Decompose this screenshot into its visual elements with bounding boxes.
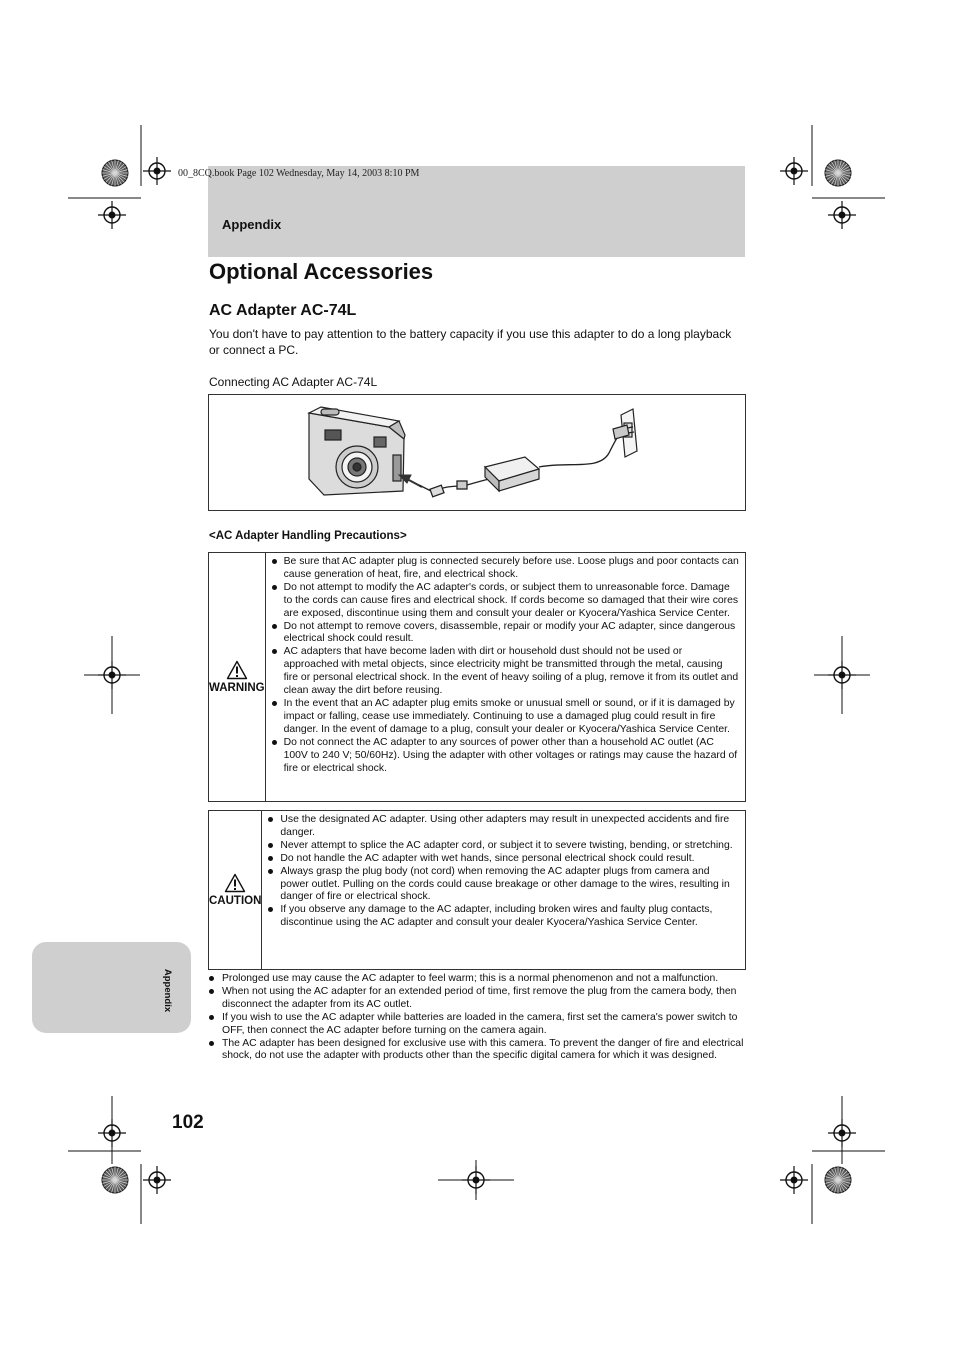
- list-item: Never attempt to splice the AC adapter cord, or subject it to severe twisting, bending, or stretching.: [262, 840, 739, 853]
- page-title: Optional Accessories: [209, 259, 434, 284]
- list-item: When not using the AC adapter for an extended period of time, first remove the plug from the camera body, then disconnect the adapter from its AC outlet.: [208, 986, 748, 1012]
- list-item: Do not handle the AC adapter with wet hands, since personal electrical shock could result.: [262, 853, 739, 866]
- list-item: If you observe any damage to the AC adapter, including broken wires and faulty plug contacts, discontinue using the AC adapter and consult your dealer Kyocera/Yashica Service Center.: [262, 904, 739, 930]
- registration-mark-icon: [98, 1119, 126, 1147]
- list-item: Prolonged use may cause the AC adapter to feel warm; this is a normal phenomenon and not a malfunction.: [208, 973, 748, 986]
- registration-mark-icon: [143, 1166, 171, 1194]
- list-item: Do not attempt to modify the AC adapter's cords, or subject them to unreasonable force. Damage to the cords can cause fires and electrical shock. If cords become so damaged that their wire cores are exposed, discontinue using them and consult your dealer or Kyocera/Yashica Service Center.: [266, 582, 739, 621]
- list-item: Always grasp the plug body (not cord) when removing the AC adapter plugs from camera and power outlet. Pulling on the cords could cause breakage or other damage to the wires, resulting in danger of fire or electrical shock.: [262, 866, 739, 905]
- section-label: Appendix: [222, 217, 282, 232]
- list-item: Do not attempt to remove covers, disassemble, repair or modify your AC adapter, since dangerous electrical shock could result.: [266, 621, 739, 647]
- side-tab-label: Appendix: [162, 968, 174, 1012]
- list-item: The AC adapter has been designed for exclusive use with this camera. To prevent the danger of fire and electrical shock, do not use the adapter with products other than the specific digital camera for which it was designed.: [208, 1038, 748, 1064]
- color-bar-icon: [102, 160, 128, 186]
- registration-mark-icon: [143, 157, 171, 185]
- list-item: AC adapters that have become laden with dirt or household dust should not be used or approached with metal objects, since electricity might be transmitted through the metal, causing fire or personal electrical shock. In the event of heavy soiling of a plug, remove it from its outlet and clean away the dirt before reusing.: [266, 646, 739, 698]
- section-subtitle: AC Adapter AC-74L: [209, 302, 357, 319]
- page-number: 102: [172, 1112, 204, 1133]
- color-bar-icon: [825, 1167, 851, 1193]
- registration-mark-icon: [828, 201, 856, 229]
- list-item: Be sure that AC adapter plug is connected securely before use. Loose plugs and poor contacts can cause generation of heat, fire, and electrical shock.: [266, 556, 739, 582]
- color-bar-icon: [825, 160, 851, 186]
- registration-mark-icon: [98, 201, 126, 229]
- list-item: In the event that an AC adapter plug emits smoke or unusual smell or sound, or if it is damaged by impact or falling, cease use immediately. Continuing to use a damaged plug could result in fire danger. In the event of damage to a plug, consult your dealer or Kyocera/Yashica Service Center.: [266, 698, 739, 737]
- registration-mark-icon: [780, 157, 808, 185]
- precautions-heading: <AC Adapter Handling Precautions>: [209, 530, 407, 542]
- list-item: Use the designated AC adapter. Using other adapters may result in unexpected accidents and fire danger.: [262, 814, 739, 840]
- warning-label: WARNING: [209, 682, 265, 694]
- registration-mark-icon: [828, 1119, 856, 1147]
- list-item: If you wish to use the AC adapter while batteries are loaded in the camera, first set the camera's power switch to OFF, then connect the AC adapter before turning on the camera again.: [208, 1012, 748, 1038]
- color-bar-icon: [102, 1167, 128, 1193]
- intro-paragraph: You don't have to pay attention to the battery capacity if you use this adapter to do a long playback or connect a PC.: [209, 327, 732, 357]
- registration-mark-icon: [780, 1166, 808, 1194]
- figure-caption: Connecting AC Adapter AC-74L: [209, 375, 378, 389]
- book-info: 00_8CQ.book Page 102 Wednesday, May 14, 2003 8:10 PM: [178, 168, 420, 179]
- caution-label: CAUTION: [209, 895, 262, 907]
- list-item: Do not connect the AC adapter to any sources of power other than a household AC outlet (AC 100V to 240 V; 50/60Hz). Using the adapter with other voltages or ratings may cause the hazard of fire or electrical shock.: [266, 737, 739, 776]
